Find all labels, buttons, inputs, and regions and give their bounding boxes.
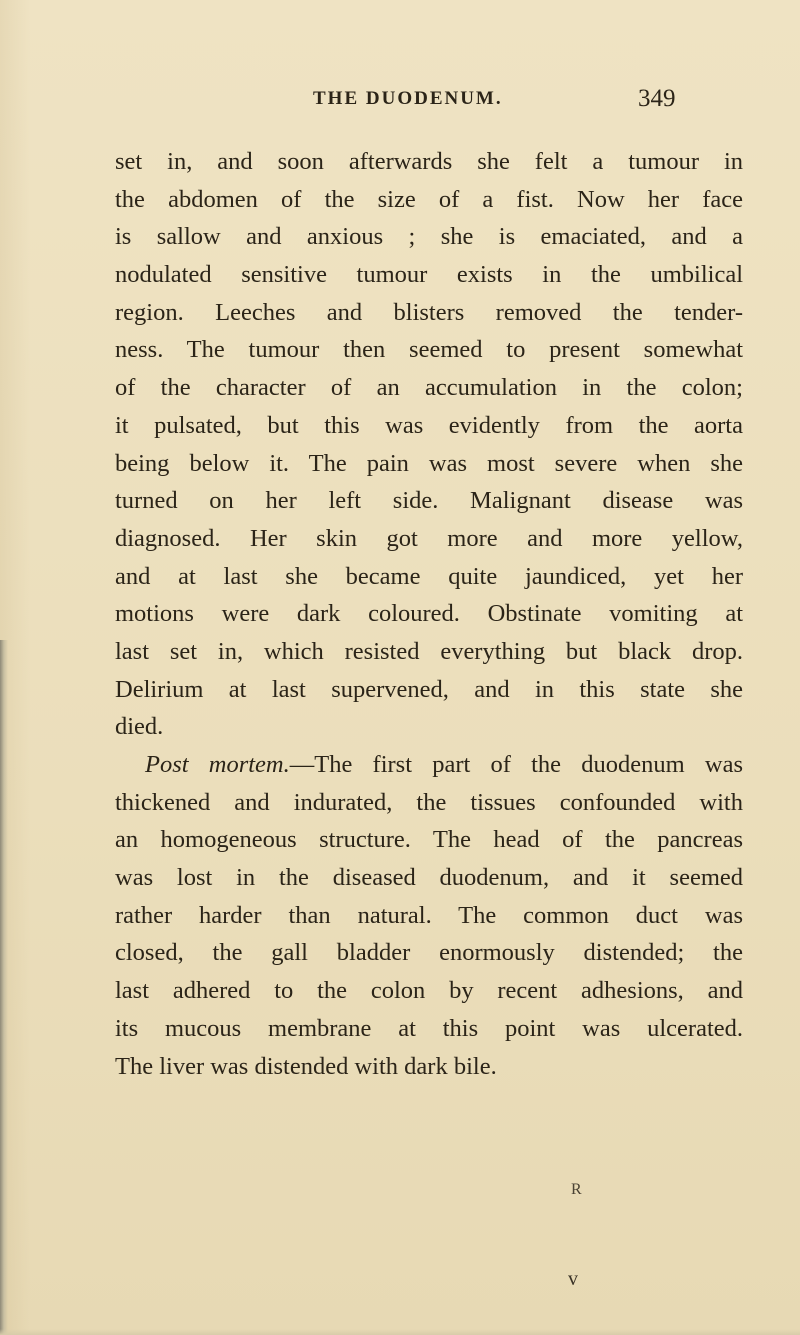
text-line: set in, and soon afterwards she felt a tumour in <box>115 148 743 175</box>
post-mortem-heading: Post mortem. <box>145 751 290 778</box>
text-line: diagnosed. Her skin got more and more yellow, <box>115 524 743 552</box>
page-left-edge-shadow <box>0 640 8 1335</box>
post-mortem-lead-text: —The first part of the duodenum was <box>289 751 743 778</box>
post-mortem-lead-line <box>115 746 743 784</box>
page-number: 349 <box>638 85 676 112</box>
text-line: turned on her left side. Malignant disease was <box>115 487 743 515</box>
text-line: nodulated sensitive tumour exists in the umbilical <box>115 261 743 289</box>
running-title: THE DUODENUM. <box>313 88 503 109</box>
text-line: of the character of an accumulation in the colon; <box>115 374 743 402</box>
text-line: last adhered to the colon by recent adhesions, and <box>115 977 743 1005</box>
text-line: is sallow and anxious ; she is emaciated, and a <box>115 223 743 251</box>
text-line: motions were dark coloured. Obstinate vomiting at <box>115 600 743 628</box>
text-line: its mucous membrane at this point was ulcerated. <box>115 1014 743 1042</box>
text-line: region. Leeches and blisters removed the tender- <box>115 298 743 326</box>
text-line: closed, the gall bladder enormously distended; the <box>115 939 743 967</box>
text-line: The liver was distended with dark bile. <box>115 1052 497 1080</box>
text-line: Delirium at last supervened, and in this state she <box>115 675 743 703</box>
body-text <box>115 143 743 1085</box>
text-line: and at last she became quite jaundiced, yet her <box>115 562 743 590</box>
text-line: an homogeneous structure. The head of the pancreas <box>115 826 743 854</box>
text-line: the abdomen of the size of a fist. Now her face <box>115 185 743 213</box>
stray-mark: ᴠ <box>568 1268 578 1290</box>
text-line: thickened and indurated, the tissues confounded with <box>115 788 743 816</box>
text-line: was lost in the diseased duodenum, and it seemed <box>115 864 743 892</box>
signature-mark: R <box>571 1181 582 1198</box>
page-bottom-edge <box>0 1329 800 1335</box>
text-line: rather harder than natural. The common duct was <box>115 901 743 929</box>
page-header <box>0 85 800 118</box>
text-line: it pulsated, but this was evidently from the aorta <box>115 411 743 439</box>
text-line: last set in, which resisted everything but black drop. <box>115 637 743 665</box>
text-line: ness. The tumour then seemed to present somewhat <box>115 336 743 364</box>
text-line: died. <box>115 713 164 741</box>
text-line: being below it. The pain was most severe when she <box>115 449 743 477</box>
